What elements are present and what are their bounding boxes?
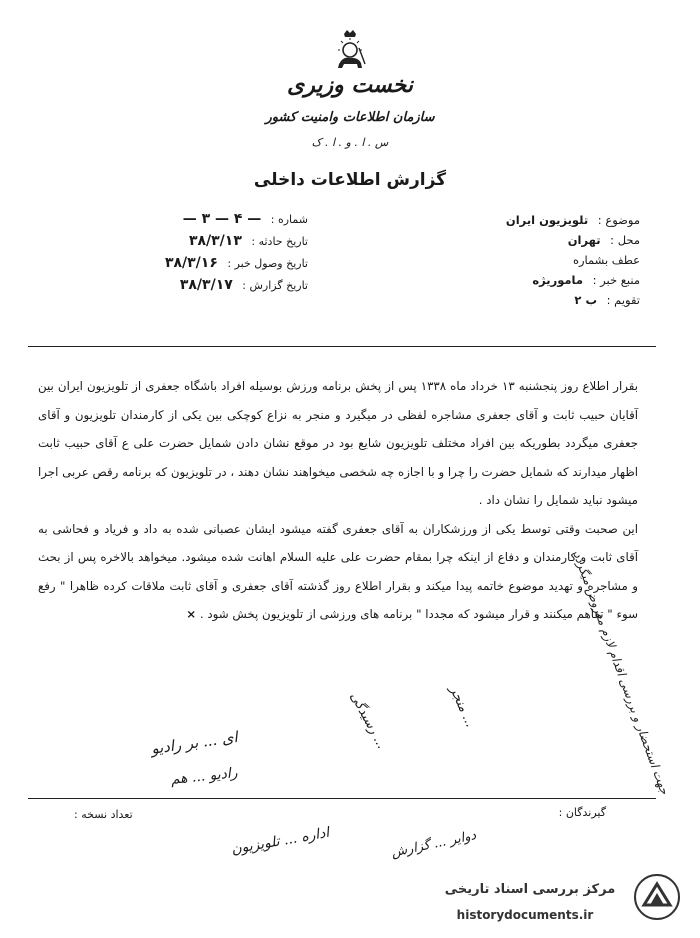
history-documents-logo-icon (632, 872, 682, 922)
paragraph-2 (38, 515, 638, 629)
end-mark: × (186, 607, 197, 621)
subject-row (340, 210, 640, 230)
paragraph-1: بقرار اطلاع روز پنجشنبه ۱۳ خرداد ماه ۱۳۳۸ پس از پخش برنامه ورزش بوسیله افراد باشگاه جعفری از تلویزیون ایران بین آقایان حبیب ثابت و آقای جعفری مشاجره لفظی در میگیرد و منجر به نزاع کوچکی بین یکی از کارمندان تلویزیون و آقای جعفری میگردد بطوریکه بین افراد مختلف تلویزیون شایع بود در موقع نشان دادن شمایل حضرت علی ع آقای حبیب ثابت اظهار میدارند که شمایل حضرت را چرا و با اجازه چه شخصی میخواهند نشان دهند ، در تلویزیون که برنامه رقص عربی اجرا میشود نباید شمایل را نشان داد . (38, 379, 639, 507)
handwritten-note-1: ای ... بر رادیو (150, 727, 239, 758)
place-value: تهران (567, 233, 601, 247)
handwritten-note-4: ... منجر (446, 684, 478, 730)
subject-value: تلویزیون ایران (505, 213, 589, 227)
report-date-label: تاریخ گزارش : (242, 279, 308, 292)
handwritten-note-6: دوایر ... گزارش (390, 828, 478, 861)
recipients-label: گیرندگان : (558, 806, 606, 819)
report-date-value: ۳۸/۳/۱۷ (179, 277, 233, 293)
number-row (18, 208, 308, 230)
report-title: گزارش اطلاعات داخلی (253, 170, 447, 190)
paragraph-2-text: این صحبت وقتی توسط یکی از ورزشکاران به آقای جعفری گفته میشود ایشان عصبانی شده به داد و فریاد و فحاشی به آقای ثابت و کارمندان و دفاع از اینکه چرا بمقام حضرت علی علیه السلام اهانت شده میشود. میخواهد بالاخره پس از بحث و مشاجره و تهدید موضوع خاتمه پیدا میکند و بقرار اطلاع روز گذشته آقای جعفری و آقای ثابت ملاقات کرده ظاهرا " رفع سوء " تفاهم میکنند و قرار میشود که مجددا " برنامه های ورزشی از تلویزیون پخش شود . (38, 521, 638, 621)
received-date-label: تاریخ وصول خبر : (227, 257, 308, 270)
footer-divider (28, 798, 656, 799)
handwritten-margin-note: جهت استحضار و بررسی اقدام لازم معروض میگردد (570, 549, 672, 797)
handwritten-note-5: اداره ... تلویزیون (230, 824, 331, 858)
ref-row (340, 250, 640, 270)
event-date-label: تاریخ حادثه : (251, 235, 308, 248)
report-date-row (18, 274, 308, 296)
organization-name: سازمان اطلاعات وامنیت کشور (265, 110, 435, 125)
watermark-url: historydocuments.ir (456, 908, 594, 922)
watermark-name: مرکز بررسی اسناد تاریخی (444, 882, 616, 897)
received-date-value: ۳۸/۳/۱۶ (164, 255, 218, 271)
report-body (38, 372, 638, 629)
evaluation-label: تقویم : (606, 293, 640, 307)
place-label: محل : (610, 233, 640, 247)
ministry-name: نخست وزیری (287, 72, 413, 98)
header-divider (28, 346, 656, 347)
ref-label: عطف بشماره (572, 253, 640, 267)
source-row (340, 270, 640, 290)
organization-code: س . ا . و . ا . ک (311, 136, 389, 149)
evaluation-value: ب ۲ (574, 293, 597, 307)
received-date-row (18, 252, 308, 274)
evaluation-row (340, 290, 640, 310)
event-date-row (18, 230, 308, 252)
subject-label: موضوع : (597, 213, 640, 227)
source-label: منبع خبر : (592, 273, 640, 287)
handwritten-note-3: ... رسیدگی (346, 690, 389, 752)
meta-right (340, 210, 640, 310)
place-row (340, 230, 640, 250)
lion-and-sun-emblem-icon (330, 28, 370, 72)
meta-left (18, 208, 308, 296)
source-value: ماموریژه (532, 273, 583, 287)
handwritten-note-2: رادیو ... هم (170, 764, 239, 788)
number-value: — ۴ — ۳ — (182, 211, 262, 227)
copies-label: تعداد نسخه : (74, 808, 133, 821)
number-label: شماره : (270, 213, 308, 226)
event-date-value: ۳۸/۳/۱۳ (188, 233, 242, 249)
